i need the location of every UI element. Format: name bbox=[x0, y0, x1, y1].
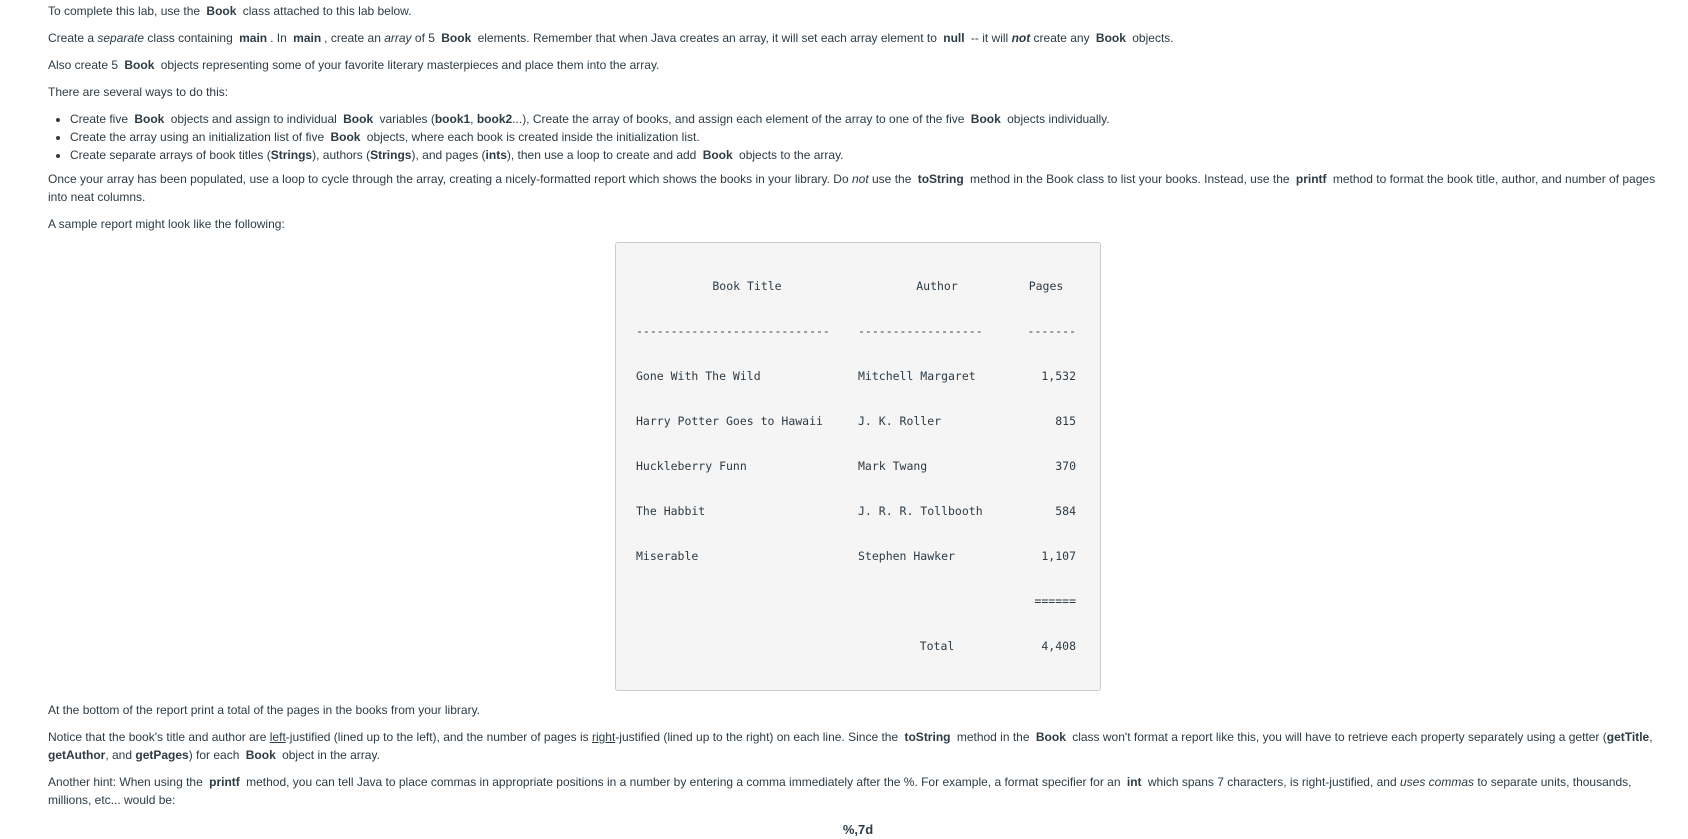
dash-pages: ------- bbox=[1027, 324, 1076, 338]
text: method, you can tell Java to place commas in appropriate positions in a number by entering a comma immediately after the %. For example, a format specifier for an bbox=[242, 775, 1124, 789]
code-term: Book bbox=[970, 112, 1001, 126]
text: method in the bbox=[953, 730, 1033, 744]
text: . In bbox=[270, 31, 291, 45]
code-term: Book bbox=[206, 4, 237, 18]
text: class containing bbox=[144, 31, 237, 45]
book-title: The Habbit bbox=[636, 504, 706, 518]
code-term: getPages bbox=[135, 748, 189, 762]
text: elements. Remember that when Java creates an array, it will set each array element to bbox=[474, 31, 941, 45]
text: -- it will bbox=[967, 31, 1012, 45]
book-author: Mitchell Margaret bbox=[858, 369, 976, 383]
report-equals-row bbox=[636, 594, 1100, 609]
book-author: J. K. Roller bbox=[858, 414, 942, 428]
code-term: Book bbox=[1095, 31, 1126, 45]
justify-paragraph bbox=[48, 728, 1668, 764]
text: variables ( bbox=[376, 112, 435, 126]
text: At the bottom of the report print a total of the pages in the books from your library. bbox=[48, 703, 481, 717]
text: objects representing some of your favorite literary masterpieces and place them into the array. bbox=[157, 58, 660, 72]
ways-list bbox=[48, 110, 1668, 164]
text: Also create 5 bbox=[48, 58, 122, 72]
emphasis: array bbox=[384, 31, 412, 45]
text: A sample report might look like the following: bbox=[48, 217, 285, 231]
emphasis: not bbox=[1011, 31, 1031, 45]
code-term: Book bbox=[245, 748, 276, 762]
create-objects-paragraph bbox=[48, 56, 1668, 74]
report-paragraph bbox=[48, 170, 1668, 206]
format-specifier: %,7d bbox=[842, 822, 874, 837]
text: class won't format a report like this, you will have to retrieve each property separately using a getter ( bbox=[1068, 730, 1607, 744]
code-term: ints bbox=[485, 148, 507, 162]
code-term: main bbox=[239, 31, 268, 45]
list-item bbox=[70, 110, 1668, 128]
report-total-row bbox=[636, 639, 1100, 654]
list-item bbox=[70, 146, 1668, 164]
sample-paragraph bbox=[48, 215, 1668, 233]
report-row bbox=[636, 549, 1100, 564]
book-title: Huckleberry Funn bbox=[636, 459, 747, 473]
book-pages: 1,107 bbox=[1041, 549, 1076, 563]
text: -justified (lined up to the right) on each line. Since the bbox=[615, 730, 902, 744]
code-term: Book bbox=[124, 58, 155, 72]
text: ), then use a loop to create and add bbox=[506, 148, 700, 162]
code-term: printf bbox=[209, 775, 240, 789]
report-header-row bbox=[636, 279, 1100, 294]
code-term: book1 bbox=[434, 112, 471, 126]
report-row bbox=[636, 459, 1100, 474]
book-title: Gone With The Wild bbox=[636, 369, 761, 383]
text: objects and assign to individual bbox=[167, 112, 341, 126]
report-row bbox=[636, 414, 1100, 429]
text: object in the array. bbox=[278, 748, 380, 762]
code-term: Strings bbox=[270, 148, 313, 162]
header-title: Book Title bbox=[712, 279, 782, 293]
total-paragraph bbox=[48, 701, 1668, 719]
text: to separate units, thousands, millions, etc... would be: bbox=[48, 775, 1632, 807]
text: Create separate arrays of book titles ( bbox=[70, 148, 271, 162]
book-author: Stephen Hawker bbox=[858, 549, 955, 563]
header-author: Author bbox=[916, 279, 958, 293]
text: Once your array has been populated, use a loop to cycle through the array, creating a nicely-formatted report which shows the books in your library. Do bbox=[48, 172, 852, 186]
code-term: toString bbox=[917, 172, 964, 186]
emphasis: not bbox=[851, 172, 869, 186]
dash-title: ---------------------------- bbox=[636, 324, 830, 338]
code-term: null bbox=[943, 31, 965, 45]
report-row bbox=[636, 504, 1100, 519]
text: ), authors ( bbox=[312, 148, 371, 162]
text: objects individually. bbox=[1003, 112, 1110, 126]
text: There are several ways to do this: bbox=[48, 85, 229, 99]
create-class-paragraph bbox=[48, 29, 1668, 47]
code-term: Book bbox=[441, 31, 472, 45]
code-term: printf bbox=[1295, 172, 1327, 186]
code-term: getTitle bbox=[1606, 730, 1650, 744]
text: class attached to this lab below. bbox=[239, 4, 412, 18]
book-pages: 815 bbox=[1055, 414, 1076, 428]
emphasis: uses commas bbox=[1399, 775, 1475, 789]
book-pages: 1,532 bbox=[1041, 369, 1076, 383]
text: Create a bbox=[48, 31, 98, 45]
text: Create five bbox=[70, 112, 132, 126]
code-term: int bbox=[1126, 775, 1142, 789]
list-item bbox=[70, 128, 1668, 146]
text: ), and pages ( bbox=[411, 148, 486, 162]
text: To complete this lab, use the bbox=[48, 4, 204, 18]
dash-author: ------------------ bbox=[858, 324, 983, 338]
text: Create the array using an initialization list of five bbox=[70, 130, 328, 144]
sample-report bbox=[615, 242, 1101, 691]
report-row bbox=[636, 369, 1100, 384]
text: objects, where each book is created inside the initialization list. bbox=[363, 130, 700, 144]
text: Another hint: When using the bbox=[48, 775, 207, 789]
ways-paragraph bbox=[48, 83, 1668, 101]
text: ...), Create the array of books, and assign each element of the array to one of the five bbox=[512, 112, 968, 126]
book-title: Harry Potter Goes to Hawaii bbox=[636, 414, 823, 428]
total-separator: ====== bbox=[1034, 594, 1076, 608]
code-term: getAuthor bbox=[48, 748, 106, 762]
text: which spans 7 characters, is right-justified, and bbox=[1144, 775, 1400, 789]
text: create any bbox=[1030, 31, 1093, 45]
underline-term: left bbox=[269, 730, 286, 744]
text: objects to the array. bbox=[735, 148, 844, 162]
code-term: Book bbox=[702, 148, 733, 162]
total-label: Total bbox=[919, 639, 955, 653]
text: method in the Book class to list your books. Instead, use the bbox=[966, 172, 1293, 186]
text: Notice that the book's title and author are bbox=[48, 730, 270, 744]
text: , and bbox=[105, 748, 136, 762]
book-pages: 584 bbox=[1055, 504, 1076, 518]
code-term: Strings bbox=[370, 148, 412, 162]
text: ) for each bbox=[188, 748, 243, 762]
text: -justified (lined up to the left), and the number of pages is bbox=[285, 730, 592, 744]
text: , create an bbox=[324, 31, 385, 45]
text: of 5 bbox=[411, 31, 439, 45]
code-term: Book bbox=[330, 130, 361, 144]
text: objects. bbox=[1128, 31, 1174, 45]
text: method to format the book title, author, and number of pages into neat columns. bbox=[48, 172, 1656, 204]
code-term: toString bbox=[904, 730, 951, 744]
emphasis: separate bbox=[97, 31, 145, 45]
intro-paragraph bbox=[48, 2, 1668, 20]
code-term: Book bbox=[134, 112, 165, 126]
code-term: book2 bbox=[476, 112, 513, 126]
book-pages: 370 bbox=[1055, 459, 1076, 473]
text: , bbox=[1649, 730, 1653, 744]
book-author: Mark Twang bbox=[858, 459, 928, 473]
total-value: 4,408 bbox=[1041, 639, 1076, 653]
book-title: Miserable bbox=[636, 549, 699, 563]
book-author: J. R. R. Tollbooth bbox=[858, 504, 983, 518]
code-term: Book bbox=[1035, 730, 1066, 744]
underline-term: right bbox=[591, 730, 616, 744]
code-term: Book bbox=[343, 112, 374, 126]
report-dash-row bbox=[636, 324, 1100, 339]
hint-paragraph bbox=[48, 773, 1668, 809]
header-pages: Pages bbox=[1028, 279, 1064, 293]
text: use the bbox=[868, 172, 915, 186]
code-term: main bbox=[293, 31, 322, 45]
text: , bbox=[470, 112, 477, 126]
